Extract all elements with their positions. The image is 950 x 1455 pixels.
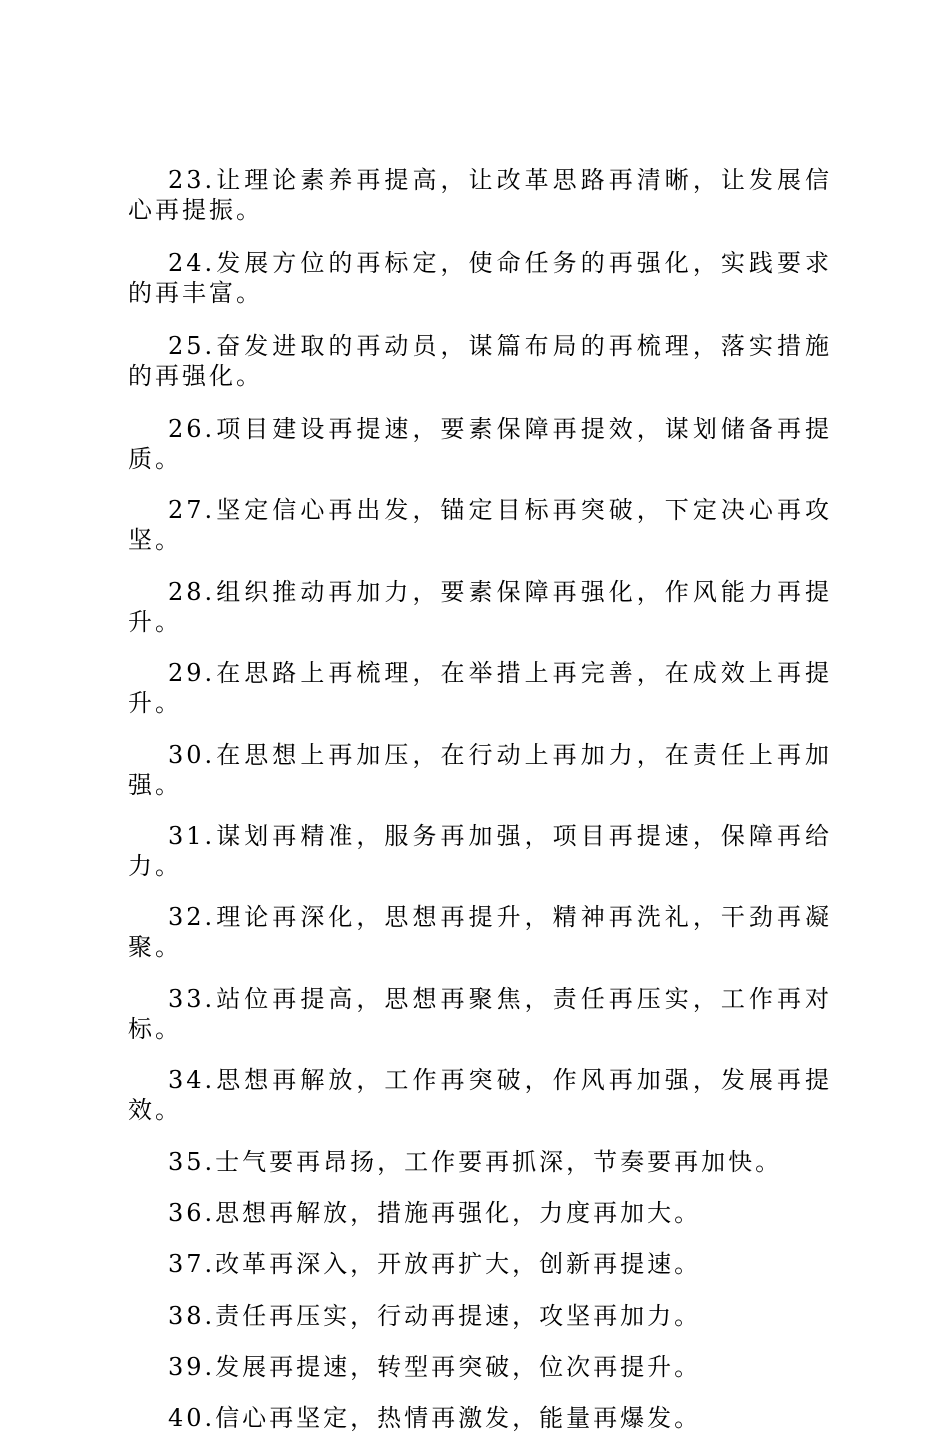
paragraph-28: 28.组织推动再加力，要素保障再强化，作风能力再提升。 [128,577,832,636]
paragraph-29: 29.在思路上再梳理，在举措上再完善，在成效上再提升。 [128,659,832,718]
paragraph-32: 32.理论再深化，思想再提升，精神再洗礼，干劲再凝聚。 [128,903,832,962]
paragraph-36: 36.思想再解放，措施再强化，力度再加大。 [168,1198,702,1227]
paragraph-24: 24.发展方位的再标定，使命任务的再强化，实践要求的再丰富。 [128,249,832,307]
paragraph-38: 38.责任再压实，行动再提速，攻坚再加力。 [168,1301,702,1330]
paragraph-26: 26.项目建设再提速，要素保障再提效，谋划储备再提质。 [128,415,832,473]
document-page [128,165,832,1455]
paragraph-27: 27.坚定信心再出发，锚定目标再突破，下定决心再攻坚。 [128,496,832,555]
paragraph-25: 25.奋发进取的再动员，谋篇布局的再梳理，落实措施的再强化。 [128,332,832,390]
paragraph-33: 33.站位再提高，思想再聚焦，责任再压实，工作再对标。 [128,984,832,1043]
paragraph-23: 23.让理论素养再提高，让改革思路再清晰，让发展信心再提振。 [128,166,832,224]
paragraph-35: 35.士气要再昂扬，工作要再抓深，节奏要再加快。 [168,1147,783,1176]
paragraph-39: 39.发展再提速，转型再突破，位次再提升。 [168,1353,702,1382]
paragraph-30: 30.在思想上再加压，在行动上再加力，在责任上再加强。 [128,740,832,799]
paragraph-37: 37.改革再深入，开放再扩大，创新再提速。 [168,1250,702,1279]
paragraph-40: 40.信心再坚定，热情再激发，能量再爆发。 [168,1404,702,1433]
paragraph-31: 31.谋划再精准，服务再加强，项目再提速，保障再给力。 [128,821,832,880]
paragraph-34: 34.思想再解放，工作再突破，作风再加强，发展再提效。 [128,1066,832,1125]
